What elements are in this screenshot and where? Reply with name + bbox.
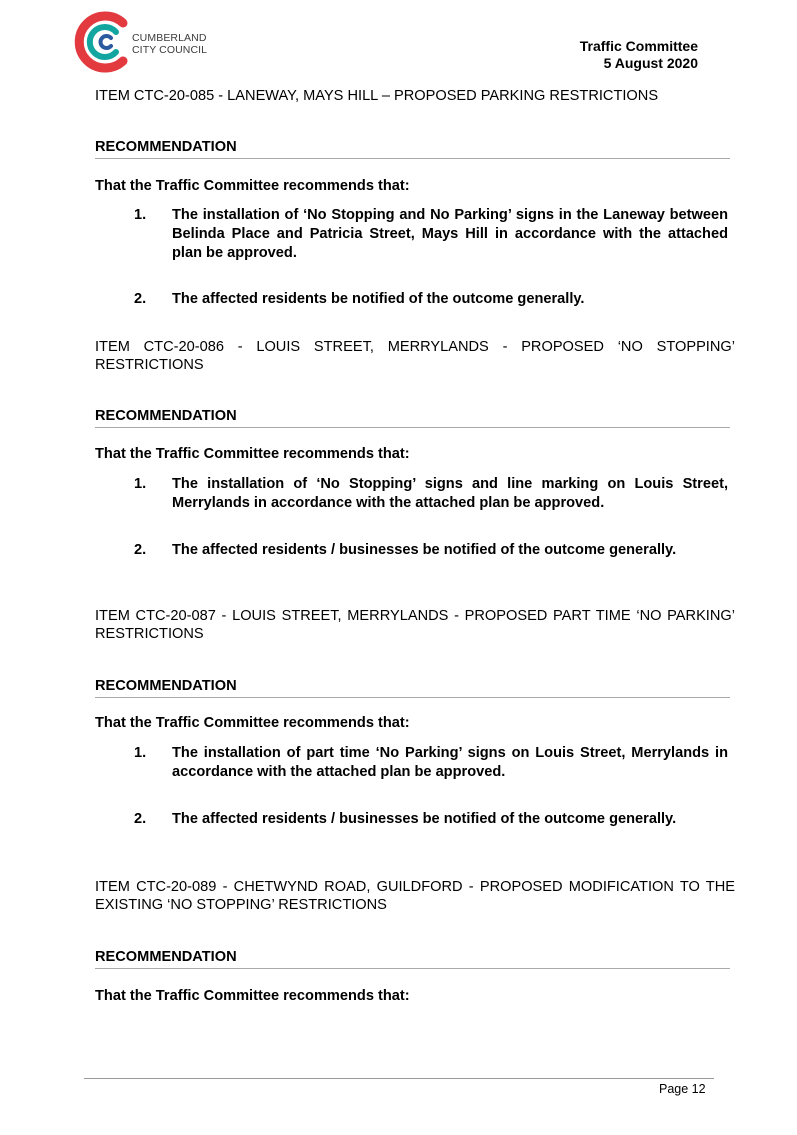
- list-number: 1.: [134, 745, 147, 761]
- item-title: ITEM CTC-20-086 - LOUIS STREET, MERRYLANDS - PROPOSED ‘NO STOPPING’ RESTRICTIONS: [95, 339, 735, 373]
- heading-rule: [95, 968, 730, 969]
- cumberland-logo-icon: [73, 11, 133, 73]
- committee-header: [580, 38, 698, 72]
- recommendation-intro: That the Traffic Committee recommends that:: [95, 446, 410, 462]
- list-item: The installation of ‘No Stopping and No Parking’ signs in the Laneway between Belinda Place and Patricia Street, Mays Hill in accordance with the attached plan be approved.: [172, 207, 728, 261]
- page-number: Page 12: [659, 1082, 706, 1096]
- item-title: ITEM CTC-20-089 - CHETWYND ROAD, GUILDFORD - PROPOSED MODIFICATION TO THE EXISTING ‘NO STOPPING’ RESTRICTIONS: [95, 879, 735, 913]
- recommendation-heading: RECOMMENDATION: [95, 139, 237, 155]
- list-number: 1.: [134, 476, 147, 492]
- list-item: The installation of ‘No Stopping’ signs and line marking on Louis Street, Merrylands in accordance with the attached plan be approved.: [172, 476, 728, 511]
- list-item: The affected residents be notified of the outcome generally.: [172, 291, 585, 307]
- logo-line-2: CITY COUNCIL: [132, 44, 208, 56]
- logo-line-1: CUMBERLAND: [132, 32, 207, 44]
- heading-rule: [95, 427, 730, 428]
- heading-rule: [95, 697, 730, 698]
- list-item: The installation of part time ‘No Parking’ signs on Louis Street, Merrylands in accordance with the attached plan be approved.: [172, 745, 728, 780]
- list-item: The affected residents / businesses be notified of the outcome generally.: [172, 811, 677, 827]
- heading-rule: [95, 158, 730, 159]
- list-number: 2.: [134, 811, 147, 827]
- item-title: ITEM CTC-20-085 - LANEWAY, MAYS HILL – PROPOSED PARKING RESTRICTIONS: [95, 88, 659, 104]
- recommendation-heading: RECOMMENDATION: [95, 678, 237, 694]
- list-item: The affected residents / businesses be notified of the outcome generally.: [172, 542, 677, 558]
- committee-name: Traffic Committee: [579, 38, 698, 54]
- meeting-date: 5 August 2020: [603, 55, 698, 71]
- recommendation-heading: RECOMMENDATION: [95, 408, 237, 424]
- recommendation-intro: That the Traffic Committee recommends that:: [95, 988, 410, 1004]
- footer-rule: [84, 1078, 714, 1079]
- list-number: 2.: [134, 542, 147, 558]
- recommendation-intro: That the Traffic Committee recommends that:: [95, 178, 410, 194]
- list-number: 2.: [134, 291, 147, 307]
- list-number: 1.: [134, 207, 147, 223]
- recommendation-heading: RECOMMENDATION: [95, 949, 237, 965]
- item-title: ITEM CTC-20-087 - LOUIS STREET, MERRYLANDS - PROPOSED PART TIME ‘NO PARKING’ RESTRICTIONS: [95, 608, 735, 642]
- recommendation-intro: That the Traffic Committee recommends that:: [95, 715, 410, 731]
- logo-wordmark: [132, 32, 207, 56]
